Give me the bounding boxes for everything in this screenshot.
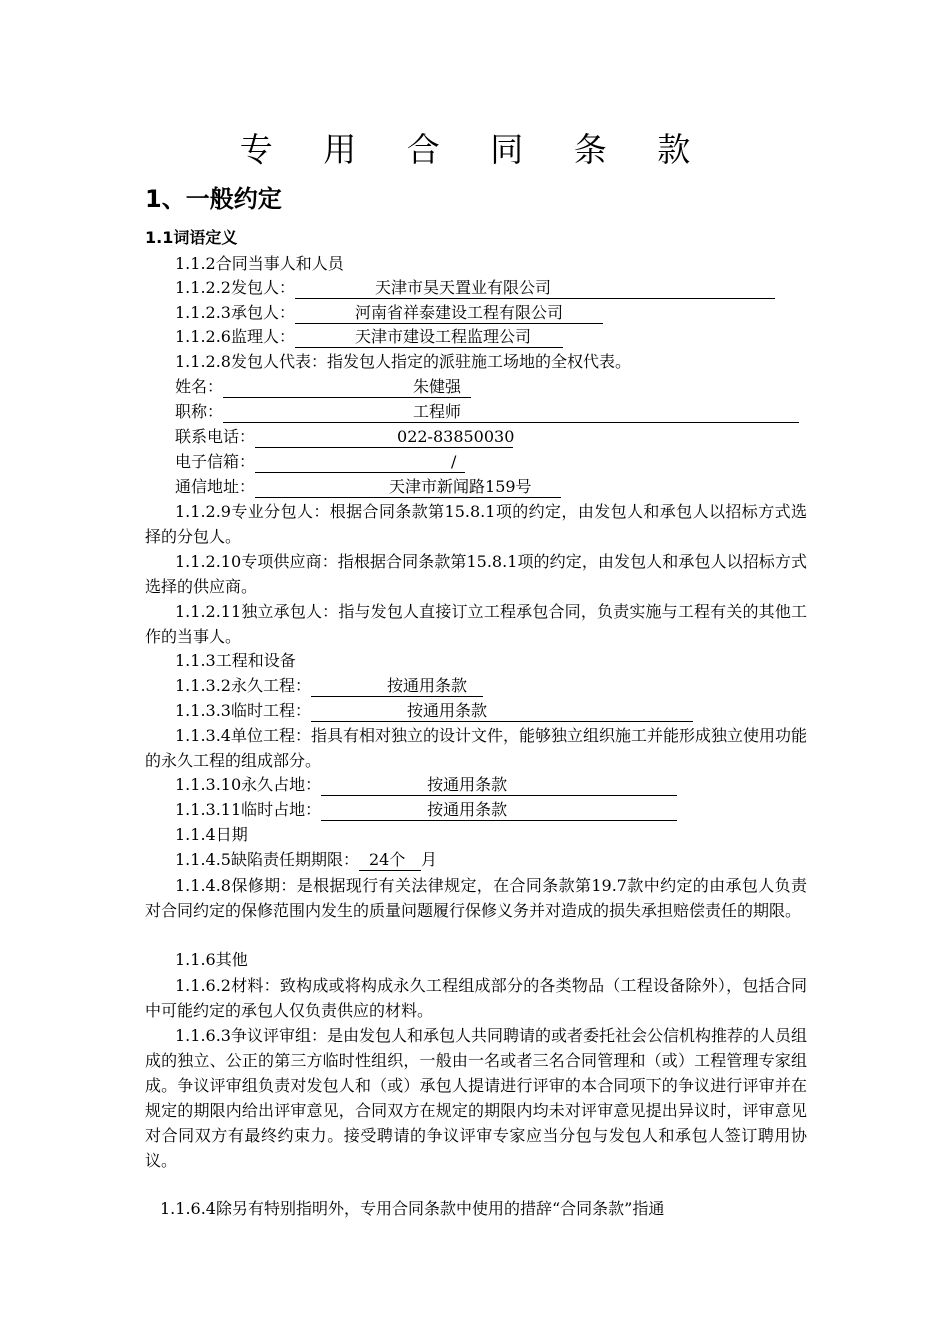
supervisor-value: 天津市建设工程监理公司 [354, 327, 531, 346]
clause-temporary-land [175, 798, 677, 822]
rep-title-value: 工程师 [413, 402, 462, 421]
rep-phone-field [255, 425, 513, 448]
temporary-works-field [311, 699, 693, 722]
rep-address-value: 天津市新闻路159号 [389, 477, 532, 496]
temporary-land-label: 1.1.3.11临时占地： [175, 800, 322, 819]
clause-independent-contractor: 1.1.2.11独立承包人：指与发包人直接订立工程承包合同，负责实施与工程有关的其他工作的当事人。 [145, 602, 807, 646]
subsection-heading: 1.1词语定义 [145, 228, 238, 247]
clause-supervisor [175, 325, 563, 349]
permanent-land-field [321, 773, 677, 796]
temporary-land-field [321, 798, 677, 821]
page-title: 专 用 合 同 条 款 [239, 130, 711, 169]
clause-employer [175, 276, 775, 300]
supervisor-field [295, 325, 563, 348]
clause-warranty-period: 1.1.4.8保修期：是根据现行有关法律规定，在合同条款第19.7款中约定的由承包人负责对合同约定的保修范围内发生的质量问题履行保修义务并对造成的损失承担赔偿责任的期限。 [145, 876, 807, 920]
clause-employer-rep: 1.1.2.8发包人代表：指发包人指定的派驻施工场地的全权代表。 [175, 352, 631, 371]
rep-name-field [223, 375, 471, 398]
clause-definitions-note: 1.1.6.4除另有特别指明外，专用合同条款中使用的措辞“合同条款”指通 [160, 1199, 665, 1218]
rep-address-label: 通信地址： [175, 477, 256, 496]
rep-title-label: 职称： [175, 402, 224, 421]
rep-email-field [255, 450, 465, 473]
temporary-works-value: 按通用条款 [406, 701, 487, 720]
rep-address-row [175, 475, 561, 499]
permanent-works-value: 按通用条款 [386, 676, 467, 695]
section-heading: 1、一般约定 [145, 185, 282, 213]
rep-name-row [175, 375, 471, 399]
rep-phone-value: 022-83850030 [397, 427, 515, 446]
permanent-works-label: 1.1.3.2永久工程： [175, 676, 311, 695]
rep-email-label: 电子信箱： [175, 452, 256, 471]
rep-title-row [175, 400, 799, 424]
rep-phone-label: 联系电话： [175, 427, 256, 446]
defects-period-field [359, 848, 421, 871]
rep-title-field [223, 400, 799, 423]
employer-value: 天津市昊天置业有限公司 [374, 278, 551, 297]
contractor-label: 1.1.2.3承包人： [175, 303, 295, 322]
clause-specialist-supplier: 1.1.2.10专项供应商：指根据合同条款第15.8.1项的约定，由发包人和承包人以招标方式选择的供应商。 [145, 552, 807, 596]
clause-defects-period [175, 848, 437, 872]
rep-name-label: 姓名： [175, 377, 224, 396]
rep-email-row [175, 450, 465, 474]
temporary-works-label: 1.1.3.3临时工程： [175, 701, 311, 720]
clause-specialist-subcontractor: 1.1.2.9专业分包人：根据合同条款第15.8.1项的约定，由发包人和承包人以招标方式选择的分包人。 [145, 502, 807, 546]
defects-period-unit: 月 [420, 850, 437, 869]
clause-permanent-works [175, 674, 483, 698]
contractor-field [295, 301, 603, 324]
defects-period-label: 1.1.4.5缺陷责任期期限： [175, 850, 359, 869]
temporary-land-value: 按通用条款 [427, 800, 508, 819]
clause-dispute-board: 1.1.6.3争议评审组：是由发包人和承包人共同聘请的或者委托社会公信机构推荐的人员组成的独立、公正的第三方临时性组织，一般由一名或者三名合同管理和（或）工程管理专家组成。争议评审组负责对发包人和（或）承包人提请进行评审的本合同项下的争议进行评审并在规定的期限内给出评审意见，合同双方在规定的期限内均未对评审意见提出异议时，评审意见对合同双方有最终约束力。接受聘请的争议评审专家应当分包与发包人和承包人签订聘用协议。 [145, 1026, 807, 1170]
clause-contractor [175, 301, 603, 325]
rep-email-value: / [451, 452, 457, 471]
permanent-works-field [311, 674, 483, 697]
supervisor-label: 1.1.2.6监理人： [175, 327, 295, 346]
clause-1-1-6: 1.1.6其他 [175, 950, 248, 969]
employer-field [295, 276, 775, 299]
permanent-land-label: 1.1.3.10永久占地： [175, 775, 322, 794]
employer-label: 1.1.2.2发包人： [175, 278, 295, 297]
rep-phone-row [175, 425, 513, 449]
clause-unit-works: 1.1.3.4单位工程：指具有相对独立的设计文件，能够独立组织施工并能形成独立使用功能的永久工程的组成部分。 [145, 726, 807, 770]
clause-temporary-works [175, 699, 693, 723]
clause-1-1-2: 1.1.2合同当事人和人员 [175, 254, 344, 273]
clause-permanent-land [175, 773, 677, 797]
clause-1-1-4: 1.1.4日期 [175, 825, 248, 844]
contractor-value: 河南省祥泰建设工程有限公司 [354, 303, 563, 322]
clause-materials: 1.1.6.2材料：致构成或将构成永久工程组成部分的各类物品（工程设备除外），包括合同中可能约定的承包人仅负责供应的材料。 [145, 976, 807, 1020]
rep-name-value: 朱健强 [413, 377, 462, 396]
permanent-land-value: 按通用条款 [427, 775, 508, 794]
defects-period-value: 24个 [368, 850, 406, 869]
clause-1-1-3: 1.1.3工程和设备 [175, 651, 296, 670]
rep-address-field [255, 475, 561, 498]
